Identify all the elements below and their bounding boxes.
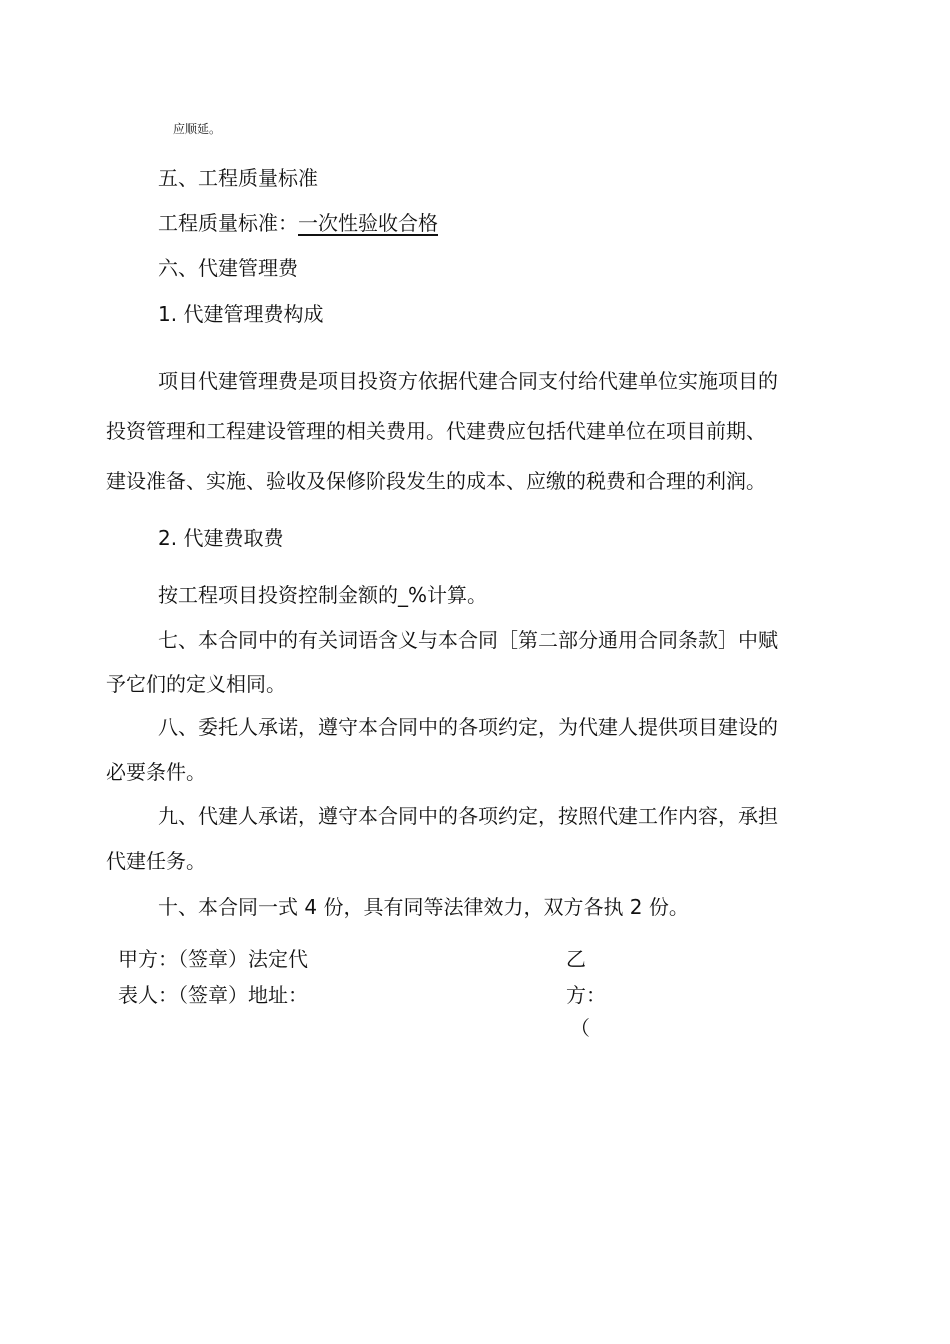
- party-b-signature: （: [570, 1016, 590, 1040]
- fee-charging-heading: 2. 代建费取费: [158, 526, 284, 550]
- fee-composition-para-line: 建设准备、实施、验收及保修阶段发生的成本、应缴的税费和合理的利润。: [106, 469, 766, 493]
- section-9-line: 九、代建人承诺，遵守本合同中的各项约定，按照代建工作内容，承担: [158, 804, 778, 828]
- party-b-signature: 方：: [566, 983, 606, 1007]
- section-8-line: 八、委托人承诺，遵守本合同中的各项约定，为代建人提供项目建设的: [158, 715, 778, 739]
- continuation-text: 应顺延。: [173, 122, 222, 136]
- section-5-heading: 五、工程质量标准: [158, 166, 318, 190]
- section-7-line: 七、本合同中的有关词语含义与本合同［第二部分通用合同条款］中赋: [158, 628, 778, 652]
- party-a-signature: 甲方：（签章）法定代: [118, 947, 308, 971]
- fee-composition-heading: 1. 代建管理费构成: [158, 302, 324, 326]
- quality-standard-line: [158, 211, 438, 235]
- section-7-line: 予它们的定义相同。: [106, 672, 286, 696]
- section-6-heading: 六、代建管理费: [158, 256, 298, 280]
- section-9-line: 代建任务。: [106, 849, 206, 873]
- fee-composition-para-line: 投资管理和工程建设管理的相关费用。代建费应包括代建单位在项目前期、: [106, 419, 766, 443]
- party-b-signature: 乙: [566, 947, 586, 971]
- quality-standard-value: 一次性验收合格: [298, 211, 438, 235]
- section-8-line: 必要条件。: [106, 760, 206, 784]
- fee-composition-para-line: 项目代建管理费是项目投资方依据代建合同支付给代建单位实施项目的: [158, 369, 778, 393]
- party-a-signature: 表人：（签章）地址：: [118, 983, 308, 1007]
- fee-charging-para: 按工程项目投资控制金额的_%计算。: [158, 583, 488, 607]
- quality-standard-label: 工程质量标准：: [158, 211, 298, 235]
- section-10-line: 十、本合同一式 4 份，具有同等法律效力，双方各执 2 份。: [158, 895, 689, 919]
